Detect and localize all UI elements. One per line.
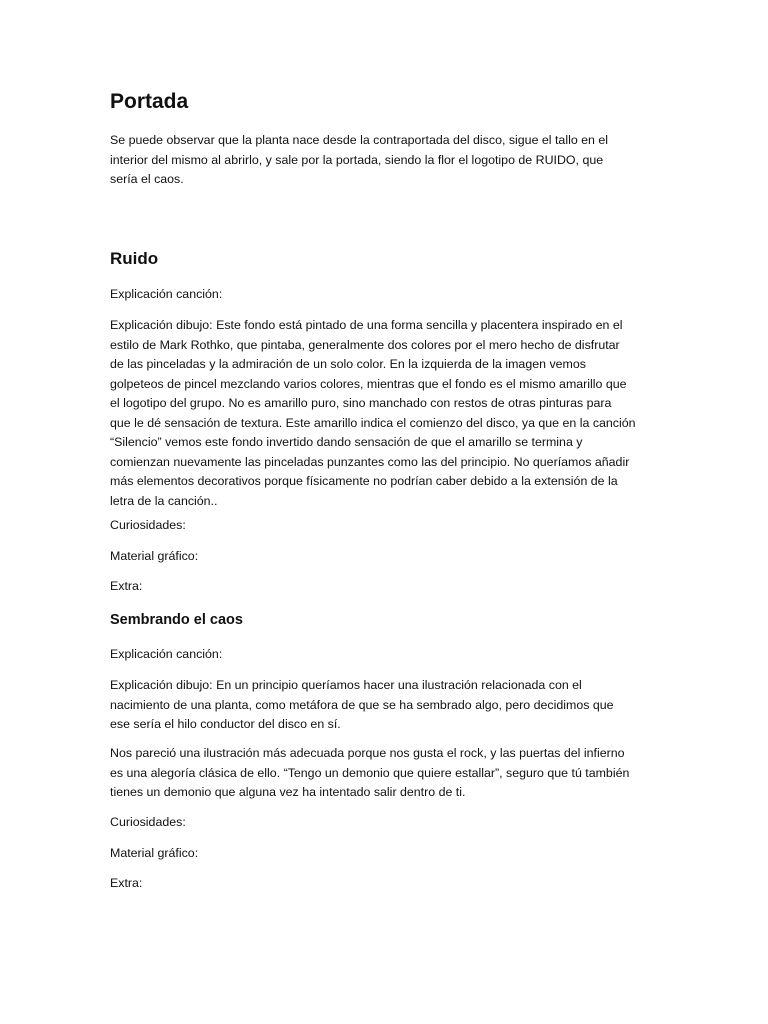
ruido-dibujo-line: “Silencio” vemos este fondo invertido dando sensación de que el amarillo se termina y bbox=[110, 435, 583, 449]
ruido-heading: Ruido bbox=[110, 249, 159, 268]
ruido-dibujo-line: el logotipo del grupo. No es amarillo puro, sino manchado con restos de otras pinturas para bbox=[110, 396, 612, 410]
sembrando-explicacion-cancion: Explicación canción: bbox=[110, 647, 223, 661]
sembrando-parrafo bbox=[110, 744, 658, 803]
ruido-dibujo-line: golpeteos de pincel mezclando varios colores, mientras que el fondo es el mismo amarillo que bbox=[110, 376, 627, 391]
ruido-dibujo-line: estilo de Mark Rothko, que pintaba, generalmente dos colores por el mero hecho de disfrutar bbox=[110, 337, 620, 352]
portada-paragraph bbox=[110, 131, 658, 190]
ruido-dibujo-line: que le dé sensación de textura. Este amarillo indica el comienzo del disco, ya que en la canción bbox=[110, 415, 636, 430]
ruido-dibujo-line: comienzan nuevamente las pinceladas punzantes como las del principio. No queríamos añadir bbox=[110, 454, 630, 469]
sembrando-parrafo-line: tienes un demonio que alguna vez ha intentado salir dentro de ti. bbox=[110, 785, 466, 799]
sembrando-extra: Extra: bbox=[110, 876, 143, 890]
ruido-explicacion-cancion: Explicación canción: bbox=[110, 287, 223, 301]
sembrando-explicacion-dibujo bbox=[110, 676, 658, 735]
ruido-dibujo-line: de las pinceladas y la admiración de un solo color. En la izquierda de la imagen vemos bbox=[110, 357, 586, 371]
sembrando-dibujo-line: ese sería el hilo conductor del disco en sí. bbox=[110, 717, 341, 731]
sembrando-curiosidades: Curiosidades: bbox=[110, 815, 186, 829]
ruido-dibujo-line: Explicación dibujo: Este fondo está pintado de una forma sencilla y placentera inspirado en el bbox=[110, 318, 623, 332]
portada-heading: Portada bbox=[110, 90, 189, 113]
sembrando-parrafo-line: es una alegoría clásica de ello. “Tengo un demonio que quiere estallar”, seguro que tú también bbox=[110, 765, 630, 780]
ruido-dibujo-line: letra de la canción.. bbox=[110, 493, 218, 508]
sembrando-parrafo-line: Nos pareció una ilustración más adecuada porque nos gusta el rock, y las puertas del infierno bbox=[110, 746, 625, 760]
sembrando-heading: Sembrando el caos bbox=[110, 612, 243, 628]
sembrando-dibujo-line: Explicación dibujo: En un principio queríamos hacer una ilustración relacionada con el bbox=[110, 678, 582, 692]
portada-line: interior del mismo al abrirlo, y sale por la portada, siendo la flor el logotipo de RUIDO, que bbox=[110, 152, 604, 167]
sembrando-dibujo-line: nacimiento de una planta, como metáfora de que se ha sembrado algo, pero decidimos que bbox=[110, 697, 614, 712]
ruido-material-grafico: Material gráfico: bbox=[110, 549, 199, 563]
ruido-dibujo-line: más elementos decorativos porque físicamente no podrían caber debido a la extensión de la bbox=[110, 474, 618, 488]
ruido-extra: Extra: bbox=[110, 579, 143, 593]
ruido-curiosidades: Curiosidades: bbox=[110, 518, 186, 532]
portada-line: sería el caos. bbox=[110, 172, 184, 186]
portada-line: Se puede observar que la planta nace desde la contraportada del disco, sigue el tallo en el bbox=[110, 133, 609, 147]
sembrando-material-grafico: Material gráfico: bbox=[110, 846, 199, 860]
ruido-explicacion-dibujo bbox=[110, 316, 658, 511]
